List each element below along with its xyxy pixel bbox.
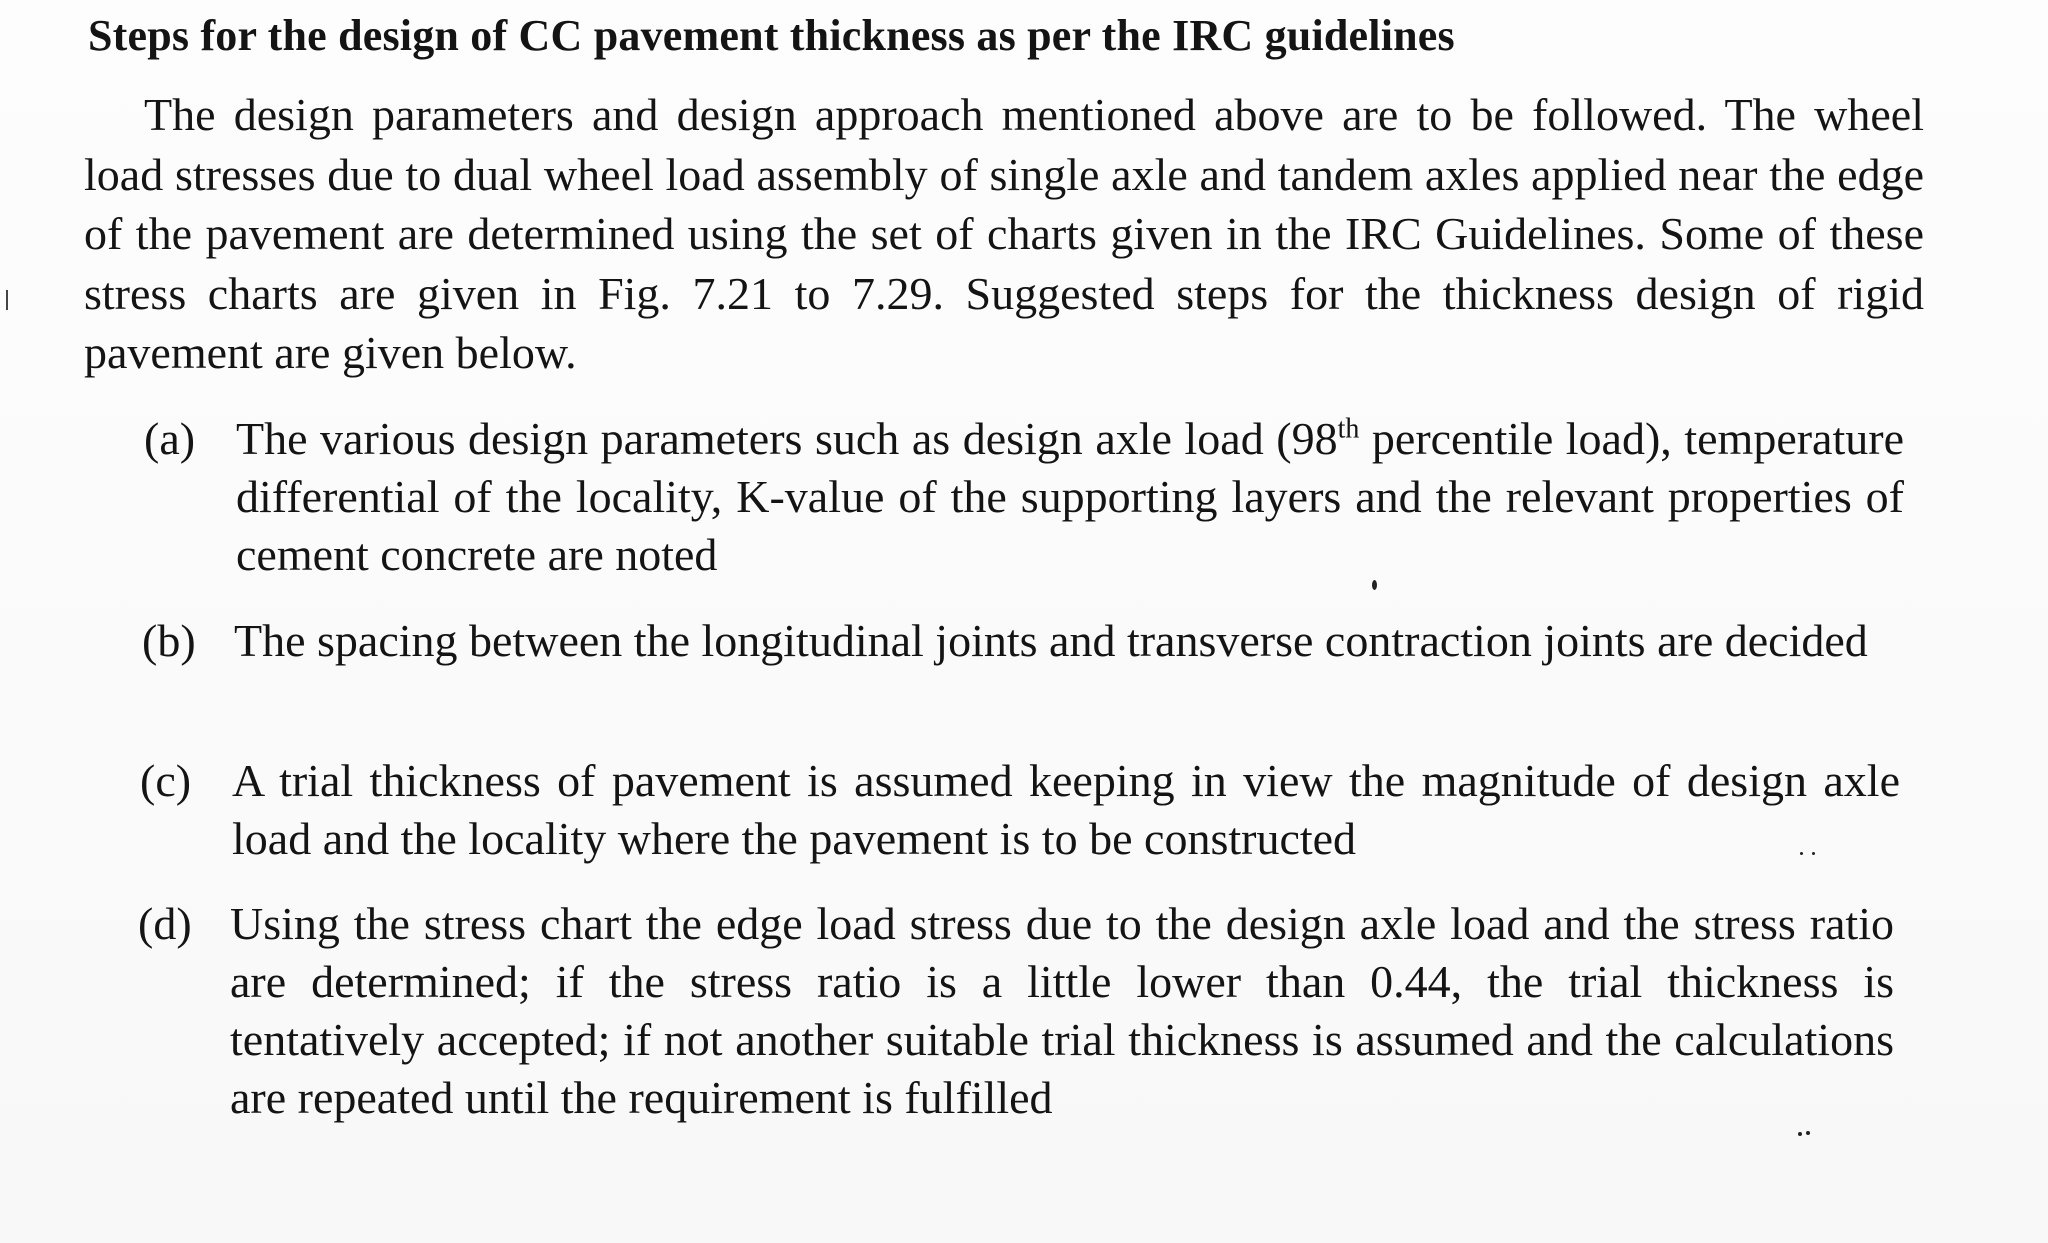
step-marker: (c) (140, 755, 192, 806)
scan-speck (1806, 1131, 1810, 1135)
step-text: The spacing between the longitudinal joints and transverse contraction joints are decided (234, 615, 1868, 666)
step-text (236, 410, 1904, 584)
step-text: A trial thickness of pavement is assumed keeping in view the magnitude of design axle load and the locality where the pavement is to be constructed (232, 755, 1900, 864)
step-text-part: percentile load), temperature differential of the locality, K-value of the supporting layers and the relevant properties of cement concrete are noted (236, 413, 1904, 580)
scan-speck (1798, 1132, 1802, 1136)
step-marker: (b) (142, 615, 196, 666)
ordinal-superscript: th (1337, 413, 1360, 445)
step-text-part: The various design parameters such as design axle load (98 (236, 413, 1338, 464)
step-marker: (a) (144, 413, 196, 464)
section-heading: Steps for the design of CC pavement thickness as per the IRC guidelines (88, 11, 1455, 60)
scan-speck (1812, 852, 1815, 855)
scan-edge-mark (6, 290, 8, 310)
intro-paragraph: The design parameters and design approach mentioned above are to be followed. The wheel load stresses due to dual wheel load assembly of single axle and tandem axles applied near the edge of the pavement are determined using the set of charts given in the IRC Guidelines. Some of these stress charts are given in Fig. 7.21 to 7.29. Suggested steps for the thickness design of rigid pavement are given below. (84, 89, 1924, 378)
scan-speck (1372, 580, 1377, 590)
step-marker: (d) (138, 898, 192, 949)
step-text: Using the stress chart the edge load stress due to the design axle load and the stress ratio are determined; if the stress ratio is a little lower than 0.44, the trial thickness is tentatively accepted; if not another suitable trial thickness is assumed and the calculations are repeated until the requirement is fulfilled (230, 898, 1894, 1123)
scan-speck (1800, 852, 1803, 855)
